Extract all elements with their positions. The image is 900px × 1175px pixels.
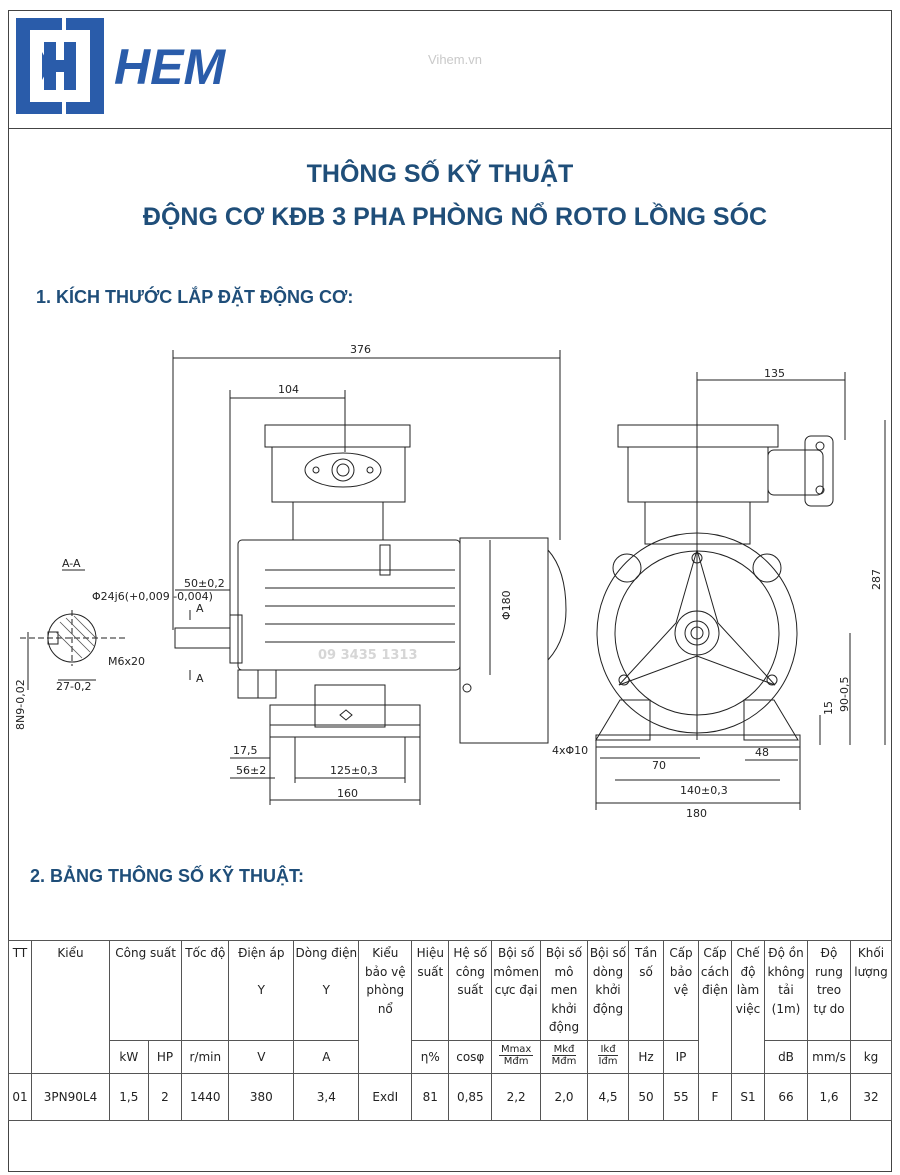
th-cach-dien: Cấp cách điện bbox=[699, 941, 732, 1074]
th-momen-max: Bội số mômen cực đại bbox=[492, 941, 541, 1041]
unit-mkd: $\frac{\text{Mkđ}}{\text{Mđm}}$ bbox=[541, 1040, 588, 1073]
dim-135: 135 bbox=[764, 367, 785, 380]
dim-48: 48 bbox=[755, 746, 769, 759]
section-1-heading: 1. KÍCH THƯỚC LẮP ĐẶT ĐỘNG CƠ: bbox=[36, 287, 354, 307]
page-subtitle: ĐỘNG CƠ KĐB 3 PHA PHÒNG NỔ ROTO LỒNG SÓC bbox=[142, 203, 768, 231]
cell-a: 3,4 bbox=[294, 1073, 359, 1120]
unit-kw: kW bbox=[110, 1040, 149, 1073]
motor-drawing bbox=[0, 340, 900, 820]
th-tt: TT bbox=[9, 941, 32, 1074]
unit-cos: cosφ bbox=[449, 1040, 492, 1073]
unit-mmax: $\frac{Mmax}{\text{Mđm}}$ bbox=[492, 1040, 541, 1073]
page-title: THÔNG SỐ KỸ THUẬT bbox=[306, 160, 574, 188]
th-cong-suat: Công suất bbox=[110, 941, 182, 1041]
site-url: Vihem.vn bbox=[428, 52, 482, 67]
unit-eff: η% bbox=[412, 1040, 449, 1073]
th-he-so: Hệ số công suất bbox=[449, 941, 492, 1041]
dim-287: 287 bbox=[870, 569, 883, 590]
unit-hz: Hz bbox=[629, 1040, 664, 1073]
unit-kg: kg bbox=[851, 1040, 892, 1073]
cell-mkd: 2,0 bbox=[541, 1073, 588, 1120]
dim-4x10: 4xΦ10 bbox=[552, 744, 589, 757]
spec-table bbox=[8, 940, 892, 1121]
cell-kieu: 3PN90L4 bbox=[32, 1073, 110, 1120]
side-terminal-lid bbox=[265, 425, 410, 447]
cell-bao-ve: ExdI bbox=[359, 1073, 412, 1120]
dim-70: 70 bbox=[652, 759, 666, 772]
th-bao-ve: Kiểu bảo vệ phòng nổ bbox=[359, 941, 412, 1074]
cut-a-top: A bbox=[196, 602, 204, 615]
cell-mmax: 2,2 bbox=[492, 1073, 541, 1120]
unit-v: V bbox=[229, 1040, 294, 1073]
cell-eff: 81 bbox=[412, 1073, 449, 1120]
dim-140: 140±0,3 bbox=[680, 784, 728, 797]
unit-ikd: $\frac{\text{Ikđ}}{\text{Iđm}}$ bbox=[588, 1040, 629, 1073]
th-momen-kd: Bội số mô men khởi động bbox=[541, 941, 588, 1041]
unit-a: A bbox=[294, 1040, 359, 1073]
thread-label: M6x20 bbox=[108, 655, 145, 668]
key-8-label: 8N9-0,02 bbox=[14, 679, 27, 730]
dim-180-dia: Φ180 bbox=[500, 590, 513, 620]
cell-ikd: 4,5 bbox=[588, 1073, 629, 1120]
cell-cos: 0,85 bbox=[449, 1073, 492, 1120]
cell-rpm: 1440 bbox=[182, 1073, 229, 1120]
front-terminal-lid bbox=[618, 425, 778, 447]
th-dien-ap: Điện áp Y bbox=[229, 941, 294, 1041]
table-header-row bbox=[9, 941, 892, 1041]
dim-160: 160 bbox=[337, 787, 358, 800]
section-2-heading: 2. BẢNG THÔNG SỐ KỸ THUẬT: bbox=[30, 866, 305, 886]
dim-15: 15 bbox=[822, 701, 835, 715]
cell-tt: 01 bbox=[9, 1073, 32, 1120]
section-aa-label: A-A bbox=[62, 557, 81, 570]
th-cap-bv: Cấp bảo vệ bbox=[664, 941, 699, 1041]
header-divider bbox=[8, 128, 892, 129]
unit-db: dB bbox=[765, 1040, 808, 1073]
cell-ip: 55 bbox=[664, 1073, 699, 1120]
th-dong-dien: Dòng điện Y bbox=[294, 941, 359, 1041]
watermark: 09 3435 1313 bbox=[318, 648, 418, 663]
cell-cach-dien: F bbox=[699, 1073, 732, 1120]
dim-104: 104 bbox=[278, 383, 299, 396]
hem-logo bbox=[14, 16, 254, 116]
cell-che-do: S1 bbox=[732, 1073, 765, 1120]
th-hieu-suat: Hiệu suất bbox=[412, 941, 449, 1041]
th-toc-do: Tốc độ bbox=[182, 941, 229, 1041]
th-dong-kd: Bội số dòng khởi động bbox=[588, 941, 629, 1041]
cell-kg: 32 bbox=[851, 1073, 892, 1120]
front-terminal-box bbox=[628, 447, 768, 502]
key-27-label: 27-0,2 bbox=[56, 680, 92, 693]
dim-376: 376 bbox=[350, 343, 371, 356]
th-tan-so: Tần số bbox=[629, 941, 664, 1041]
unit-rpm: r/min bbox=[182, 1040, 229, 1073]
side-fan-cover bbox=[460, 538, 548, 743]
unit-hp: HP bbox=[148, 1040, 182, 1073]
shaft-dia-label: Φ24j6(+0,009 -0,004) bbox=[92, 590, 213, 603]
logo-text: HEM bbox=[114, 39, 226, 95]
dim-90: 90-0,5 bbox=[838, 676, 851, 712]
dim-50: 50±0,2 bbox=[184, 577, 225, 590]
cell-kw: 1,5 bbox=[110, 1073, 149, 1120]
cell-mms: 1,6 bbox=[808, 1073, 851, 1120]
cell-hz: 50 bbox=[629, 1073, 664, 1120]
table-row bbox=[9, 1073, 892, 1120]
cut-a-bottom: A bbox=[196, 672, 204, 685]
dim-17-5: 17,5 bbox=[233, 744, 258, 757]
cell-hp: 2 bbox=[148, 1073, 182, 1120]
th-khoi-luong: Khối lượng bbox=[851, 941, 892, 1041]
dim-56: 56±2 bbox=[236, 764, 267, 777]
th-do-on: Độ ồn không tải (1m) bbox=[765, 941, 808, 1041]
th-do-rung: Độ rung treo tự do bbox=[808, 941, 851, 1041]
unit-mms: mm/s bbox=[808, 1040, 851, 1073]
th-kieu: Kiểu bbox=[32, 941, 110, 1074]
unit-ip: IP bbox=[664, 1040, 699, 1073]
cell-v: 380 bbox=[229, 1073, 294, 1120]
th-che-do: Chế độ làm việc bbox=[732, 941, 765, 1074]
side-shaft bbox=[175, 628, 230, 648]
dim-180: 180 bbox=[686, 807, 707, 820]
dim-125: 125±0,3 bbox=[330, 764, 378, 777]
cell-db: 66 bbox=[765, 1073, 808, 1120]
